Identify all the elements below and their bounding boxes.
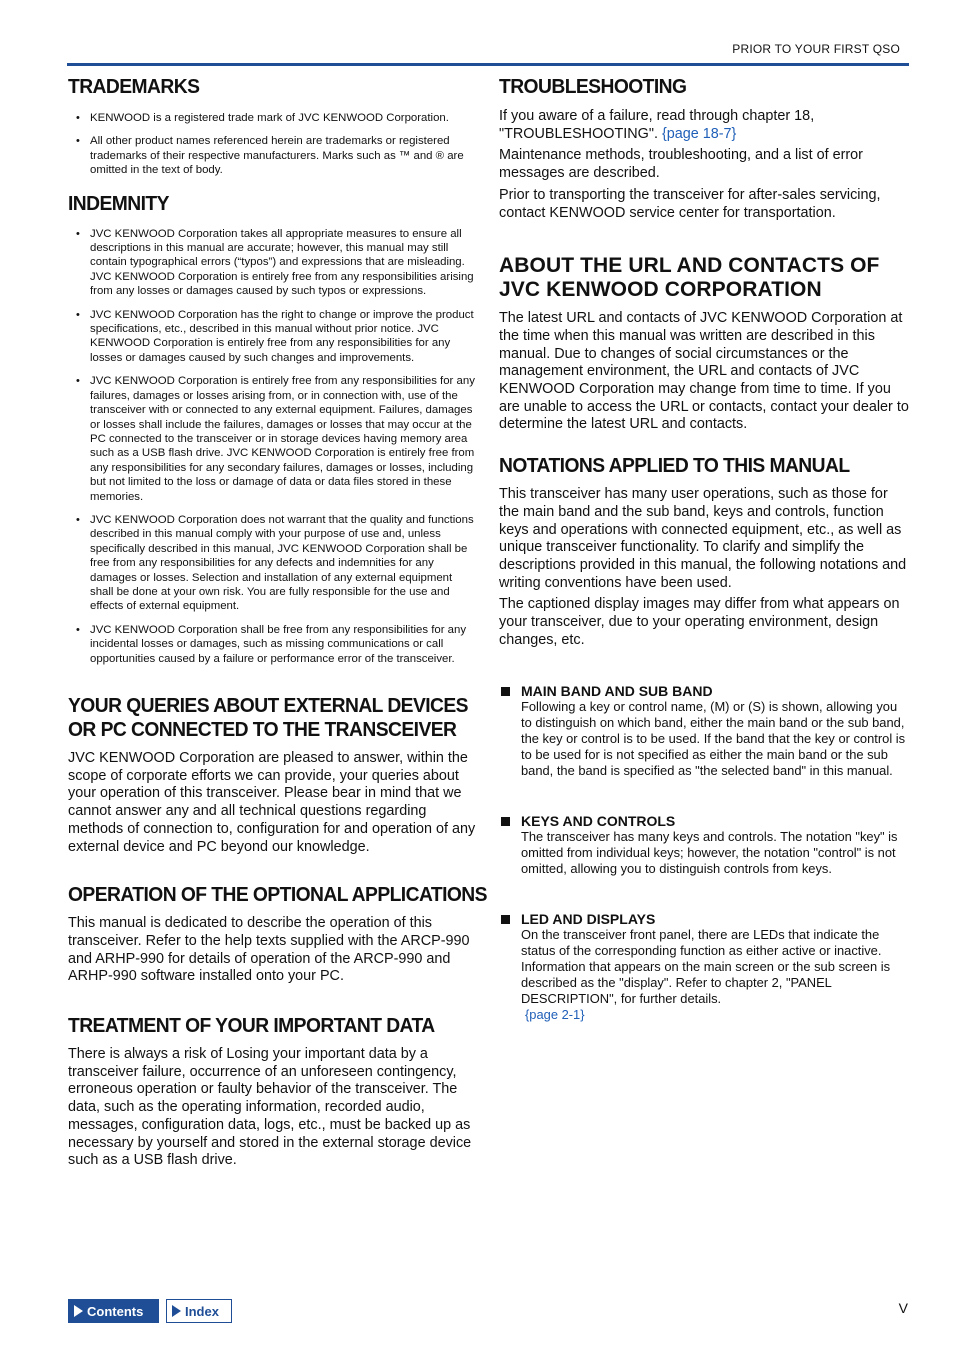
queries-body: JVC KENWOOD Corporation are pleased to answer, within the scope of corporate efforts we can provide, your queries about your operation of this transceiver. Please bear in mind that we cannot answer any and all technical questions regarding methods of connection to, configuration for and operation of any external device and PC beyond our knowledge.: [68, 750, 476, 855]
led-displays-link-line: [521, 1007, 909, 1023]
page-2-1-link[interactable]: {page 2-1}: [525, 1007, 585, 1023]
list-item: • All other product names referenced herein are trademarks or registered trademarks of their respective manufacturers. Marks such as ™ and ® are omitted in the text of body.: [68, 134, 478, 177]
keys-controls-section: [499, 813, 909, 877]
notations-heading: NOTATIONS APPLIED TO THIS MANUAL: [499, 454, 850, 478]
play-arrow-icon: [172, 1305, 181, 1317]
page-18-7-link[interactable]: {page 18-7}: [661, 125, 737, 142]
notations-p2: The captioned display images may differ from what appears on your transceiver, due to your operating environment, design changes, etc.: [499, 596, 900, 648]
list-item: • KENWOOD is a registered trade mark of JVC KENWOOD Corporation.: [68, 111, 478, 125]
trademarks-heading: TRADEMARKS: [68, 75, 200, 98]
keys-controls-heading: KEYS AND CONTROLS: [521, 813, 676, 830]
url-contacts-heading-line2: JVC KENWOOD CORPORATION: [499, 278, 822, 302]
important-data-body: There is always a risk of Losing your important data by a transceiver failure, occurrence of an unforeseen contingency, erroneous operation or faulty behavior of the transceiver. The data, such as the operating information, recorded audio, messages, configuration data, logs, etc., must be backed up as necessary by yourself and stored in the external storage device such as a USB flash drive.: [68, 1046, 472, 1169]
led-displays-body: On the transceiver front panel, there are LEDs that indicate the status of the corresponding function as either active or inactive. Information that appears on the main screen or the sub screen is described as the "display". Refer to chapter 2, "PANEL DESCRIPTION", for further details.: [521, 927, 891, 1007]
page-number: V: [898, 1300, 908, 1316]
optional-apps-heading: OPERATION OF THE OPTIONAL APPLICATIONS: [68, 883, 487, 907]
indemnity-heading: INDEMNITY: [68, 191, 169, 215]
index-button[interactable]: [166, 1299, 232, 1323]
led-displays-section: [499, 911, 909, 1023]
important-data-heading: TREATMENT OF YOUR IMPORTANT DATA: [68, 1014, 435, 1038]
led-displays-heading: LED AND DISPLAYS: [521, 911, 656, 928]
queries-heading-line1: YOUR QUERIES ABOUT EXTERNAL DEVICES: [68, 694, 468, 717]
keys-controls-body: The transceiver has many keys and controls. The notation "key" is omitted from individual keys; however, the notation "control" is not omitted, allowing you to distinguish controls from keys.: [521, 829, 898, 877]
queries-heading-line2: OR PC CONNECTED TO THE TRANSCEIVER: [68, 718, 457, 741]
troubleshooting-p3: Prior to transporting the transceiver for after-sales servicing, contact KENWOOD service center for transportation.: [499, 186, 881, 221]
square-bullet-icon: [501, 687, 510, 696]
main-band-body: Following a key or control name, (M) or (S) is shown, allowing you to distinguish on which band, either the main band or the sub band, the key or control is to be used. If the band that the key or control is to be used for is not specified as either the main band or the sub band, the band is specified as "the selected band" in this manual.: [521, 699, 906, 779]
notations-p1: This transceiver has many user operations, such as those for the main band and the sub band, keys and controls, function keys and operations with connected equipment, etc., as well as unique transceiver functionality. To clarify and simplify the descriptions provided in this manual, the following notations and writing conventions have been used.: [499, 486, 907, 591]
troubleshooting-p1: [499, 108, 909, 143]
list-item: • JVC KENWOOD Corporation is entirely free from any responsibilities for any failures, damages or losses arising from, or in connection with, use of the transceiver with or connected to any external equipment. Failures, damages or losses shall include the failures, damages or losses that may occur at the PC connected to the transceiver or in storage devices having memory area such as a USB flash drive. JVC KENWOOD Corporation is entirely free from any responsibilities for any secondary failures, damages or losses, including but not limited to the loss or damage of data or data files stored in these memories.: [68, 374, 478, 504]
indemnity-list: [68, 227, 478, 666]
list-item: • JVC KENWOOD Corporation takes all appropriate measures to ensure all descriptions in this manual are accurate; however, this manual may still contain typographical errors (“typos”) and expressions that are misleading. JVC KENWOOD Corporation is entirely free from any responsibilities arising from any losses or damages caused by such typos or expressions.: [68, 227, 478, 299]
list-item: • JVC KENWOOD Corporation has the right to change or improve the product specifications, etc., described in this manual without prior notice. JVC KENWOOD Corporation is entirely free from any responsibilities for any losses or damages caused by such changes and improvements.: [68, 308, 478, 366]
play-arrow-icon: [74, 1305, 83, 1317]
troubleshooting-p2: Maintenance methods, troubleshooting, and a list of error messages are described.: [499, 147, 863, 182]
optional-apps-body: This manual is dedicated to describe the operation of this transceiver. Refer to the help texts supplied with the ARCP-990 and ARHP-990 for details of operation of the ARCP-990 and ARHP-990 software installed onto your PC.: [68, 915, 470, 985]
square-bullet-icon: [501, 817, 510, 826]
url-contacts-heading-line1: ABOUT THE URL AND CONTACTS OF: [499, 254, 880, 278]
troubleshooting-p1-text: If you aware of a failure, read through chapter 18, "TROUBLESHOOTING".: [499, 108, 815, 142]
main-band-section: [499, 683, 909, 779]
index-label: Index: [185, 1303, 219, 1319]
list-item: • JVC KENWOOD Corporation does not warrant that the quality and functions described in this manual comply with your purpose of use and, unless specifically described in this manual, JVC KENWOOD Corporation shall be free from any responsibilities for any defects and indemnities for any damages or losses. Selection and installation of any external equipment shall be done at your own risk. You are fully responsible for the use and effects of external equipment.: [68, 513, 478, 614]
url-contacts-body: The latest URL and contacts of JVC KENWOOD Corporation at the time when this manual was written are described in this manual. Due to changes of social circumstances or the management environment, the URL and contacts of JVC KENWOOD Corporation may change from time to time. If you are unable to access the URL or contacts, contact your dealer to determine the latest URL and contacts.: [499, 310, 909, 433]
list-item: • JVC KENWOOD Corporation shall be free from any responsibilities for any incidental losses or damages, such as missing communications or call opportunities caused by a failure or performance error of the transceiver.: [68, 623, 478, 666]
left-column: [68, 72, 487, 1170]
square-bullet-icon: [501, 915, 510, 924]
troubleshooting-heading: TROUBLESHOOTING: [499, 75, 687, 98]
right-column: [499, 72, 909, 1023]
contents-label: Contents: [87, 1303, 144, 1319]
header-rule: [67, 63, 909, 66]
trademarks-list: [68, 111, 478, 178]
running-header: PRIOR TO YOUR FIRST QSO: [732, 42, 900, 56]
contents-button[interactable]: [68, 1299, 159, 1323]
main-band-heading: MAIN BAND AND SUB BAND: [521, 683, 713, 700]
